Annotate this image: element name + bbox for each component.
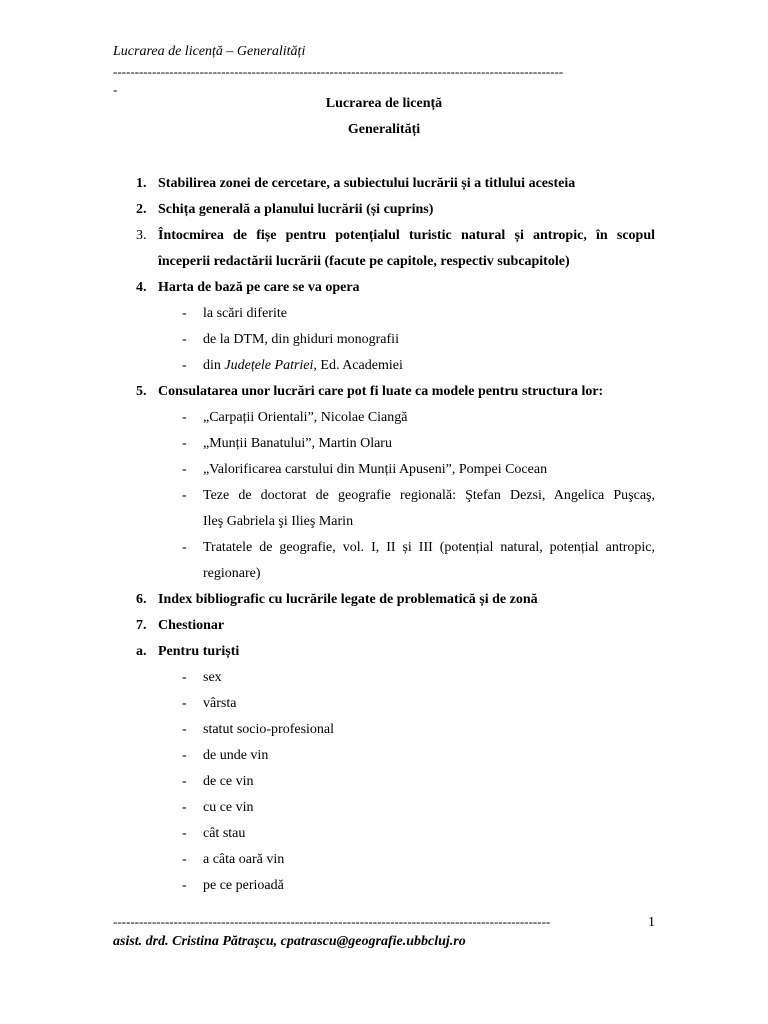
list-number: 1. (136, 176, 147, 191)
sub-item: pe ce perioadă (203, 878, 284, 893)
bullet-dash: - (182, 670, 187, 685)
bullet-dash: - (182, 852, 187, 867)
header-rule: -------------------------------------------------------------------------------------------------------- (113, 64, 564, 79)
footer-author: asist. drd. Cristina Pătraşcu, cpatrascu@geografie.ubbcluj.ro (113, 934, 466, 949)
sub-item: la scări diferite (203, 306, 287, 321)
bullet-dash: - (182, 826, 187, 841)
footer-rule: ----------------------------------------------------------------------------------------------------- (113, 914, 551, 929)
sub-item: Tratatele de geografie, vol. I, II și III (potențial natural, potențial antropic, (203, 540, 655, 555)
list-item-3-line1: Întocmirea de fișe pentru potențialul turistic natural și antropic, în scopul (158, 228, 655, 243)
sub-item: de unde vin (203, 748, 269, 763)
bullet-dash: - (182, 748, 187, 763)
list-number: 3. (136, 228, 147, 243)
sub-item: sex (203, 670, 222, 685)
bullet-dash: - (182, 878, 187, 893)
bullet-dash: - (182, 800, 187, 815)
bullet-dash: - (182, 774, 187, 789)
list-number: 4. (136, 280, 147, 295)
bullet-dash: - (182, 436, 187, 451)
list-item-1: Stabilirea zonei de cercetare, a subiectului lucrării și a titlului acesteia (158, 176, 576, 191)
sub-item-cont: regionare) (203, 566, 261, 581)
sub-item-italic: Județele Patriei (224, 358, 314, 373)
sub-item: vârsta (203, 696, 237, 711)
header-rule-continuation: - (113, 82, 118, 97)
sub-item-cont: Ileş Gabriela şi Ilieş Marin (203, 514, 354, 529)
sub-item: a câta oară vin (203, 852, 285, 867)
bullet-dash: - (182, 540, 187, 555)
list-item-3-line2: începerii redactării lucrării (facute pe capitole, respectiv subcapitole) (158, 254, 570, 269)
sub-item: de ce vin (203, 774, 254, 789)
bullet-dash: - (182, 488, 187, 503)
list-item-2: Schița generală a planului lucrării (și cuprins) (158, 202, 434, 217)
list-number: 2. (136, 202, 147, 217)
sub-item: de la DTM, din ghiduri monografii (203, 332, 399, 347)
sub-item: „Munții Banatului”, Martin Olaru (203, 436, 392, 451)
sub-item-post: , Ed. Academiei (313, 358, 403, 373)
bullet-dash: - (182, 306, 187, 321)
bullet-dash: - (182, 696, 187, 711)
list-number: 6. (136, 592, 147, 607)
list-item-7: Chestionar (158, 618, 225, 633)
sub-item: cât stau (203, 826, 246, 841)
list-item-a: Pentru turiști (158, 644, 240, 659)
list-letter: a. (136, 644, 147, 659)
bullet-dash: - (182, 332, 187, 347)
list-number: 7. (136, 618, 147, 633)
list-item-6: Index bibliografic cu lucrările legate de problematică și de zonă (158, 592, 538, 607)
sub-item: statut socio-profesional (203, 722, 335, 737)
document-title: Lucrarea de licență (325, 96, 443, 111)
sub-item: cu ce vin (203, 800, 254, 815)
list-item-4: Harta de bază pe care se va opera (158, 280, 360, 295)
page-header-title: Lucrarea de licență – Generalități (113, 44, 306, 59)
sub-item (203, 358, 403, 374)
sub-item: „Carpații Orientali”, Nicolae Ciangă (203, 410, 408, 425)
document-subtitle: Generalități (347, 122, 421, 137)
bullet-dash: - (182, 358, 187, 373)
list-item-5: Consulatarea unor lucrări care pot fi luate ca modele pentru structura lor: (158, 384, 604, 399)
bullet-dash: - (182, 462, 187, 477)
sub-item-pre: din (203, 358, 225, 373)
bullet-dash: - (182, 722, 187, 737)
sub-item: „Valorificarea carstului din Munții Apuseni”, Pompei Cocean (203, 462, 548, 477)
page-number: 1 (648, 915, 655, 930)
bullet-dash: - (182, 410, 187, 425)
list-number: 5. (136, 384, 147, 399)
sub-item: Teze de doctorat de geografie regională: Ştefan Dezsi, Angelica Puşcaş, (203, 488, 655, 503)
